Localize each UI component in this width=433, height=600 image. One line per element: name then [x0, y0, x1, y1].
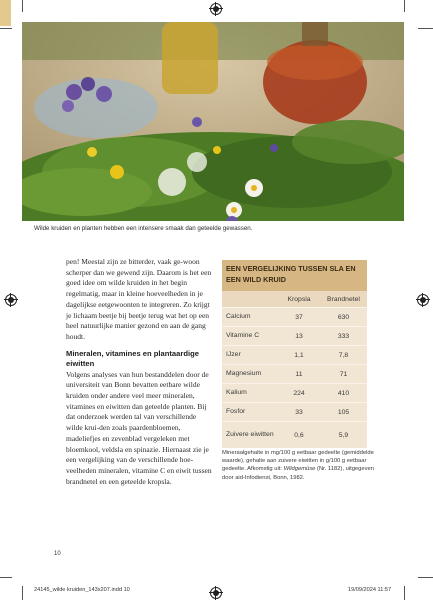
crop-line	[404, 586, 405, 600]
cell-kropsla: 11	[295, 370, 303, 378]
cell-brandnetel: 5,9	[338, 431, 349, 439]
cell-kropsla: 13	[295, 332, 303, 340]
crop-line	[404, 0, 405, 12]
chapter-tab	[0, 0, 11, 26]
footnote-source-prefix: Afkomstig uit:	[247, 466, 284, 473]
cell-brandnetel: 333	[337, 332, 350, 340]
crop-line	[418, 28, 433, 29]
registration-mark-right	[417, 294, 429, 306]
cell-kropsla: 33	[295, 408, 303, 416]
registration-mark-top	[210, 3, 222, 15]
table-column-headers	[222, 291, 367, 307]
page-number: 10	[54, 551, 61, 557]
column-header-kropsla: Kropsla	[287, 295, 311, 303]
cell-brandnetel: 7,8	[338, 351, 349, 359]
body-text-column	[66, 257, 214, 487]
row-label: Zuivere eiwitten	[226, 431, 274, 438]
cell-kropsla: 224	[293, 389, 305, 397]
footnote-source-suffix: (Nr. 1182), uitgegeven door aid-Infodienst, Bonn, 1982.	[222, 466, 374, 481]
footnote-text: Mineraalgehalte in mg/100 g eetbaar gedeelte (gemiddelde waarde), gehalte aan zuivere eiwitten in g/100 g eetbaar gedeelte.	[222, 450, 374, 473]
crop-line	[0, 577, 12, 578]
table-row	[222, 364, 367, 383]
row-label: Kalium	[226, 389, 247, 396]
row-label: Fosfor	[226, 408, 246, 415]
body-paragraph: Volgens analyses van hun bestanddelen door de universiteit van Bonn bevatten eetbare wilde kruiden onder andere veel meer mineralen, vitamines en eiwitten dan geteelde planten. Bij dat onderzoek werden tal van verschillende wilde krui-den zoals paardenbloemen, madeliefjes en zevenblad vergeleken met bloemkool, veldsla en spinazie. Hiernaast zie je een vergelijking van de verschillende hoe-veelheden mineralen, vitamine C en eiwit tussen brandnetel en een geteelde kropsla.	[66, 369, 212, 486]
table-title: EEN VERGELIJKING TUSSEN SLA EN EEN WILD KRUID	[222, 260, 367, 291]
crop-line	[22, 0, 23, 12]
cell-kropsla: 37	[295, 313, 303, 321]
cell-brandnetel: 410	[337, 389, 350, 397]
crop-line	[22, 586, 23, 600]
table-row	[222, 402, 367, 421]
row-label: Calcium	[226, 313, 251, 320]
row-label: Vitamine C	[226, 332, 260, 339]
cell-kropsla: 1,1	[294, 351, 304, 359]
cell-kropsla: 0,6	[294, 431, 304, 439]
registration-mark-bottom	[210, 587, 222, 599]
crop-line	[0, 28, 12, 29]
table-body	[222, 291, 367, 448]
row-label: IJzer	[226, 351, 241, 358]
table-footnote	[222, 449, 374, 482]
cell-brandnetel: 105	[337, 408, 350, 416]
herbs-photo-illustration	[22, 22, 404, 221]
herbs-photo	[22, 22, 404, 221]
comparison-table	[222, 260, 367, 448]
slug-file-info: 24145_wilde kruiden_143x207.indd 10	[34, 587, 130, 593]
cell-brandnetel: 630	[337, 313, 350, 321]
slug-date-time: 19/09/2024 11:57	[348, 587, 392, 593]
crop-line	[418, 577, 433, 578]
table-row	[222, 383, 367, 402]
table-row	[222, 421, 367, 448]
registration-mark-left	[5, 294, 17, 306]
photo-caption: Wilde kruiden en planten hebben een intensere smaak dan geteelde gewassen.	[34, 225, 253, 232]
section-heading: Mineralen, vitamines en plantaardige eiwitten	[66, 348, 199, 368]
cell-brandnetel: 71	[339, 370, 348, 378]
table-row	[222, 326, 367, 345]
table-row	[222, 345, 367, 364]
row-label: Magnesium	[226, 370, 262, 377]
column-header-brandnetel: Brandnetel	[327, 295, 360, 303]
table-row	[222, 307, 367, 326]
intro-paragraph: pen! Meestal zijn ze bitterder, vaak ge-woon scherper dan we gewend zijn. Daarom is het een goed idee om wilde kruiden in het begin regelmatig, maar in kleine hoeveelheden in je dagelijkse eetgewoonten te integreren. Zo krijgt je lichaam beetje bij beetje terug wat het op een heel natuurlijke manier gezond en aan de gang houdt.	[66, 257, 212, 341]
footnote-source-title: Wildgemüse	[283, 466, 316, 473]
